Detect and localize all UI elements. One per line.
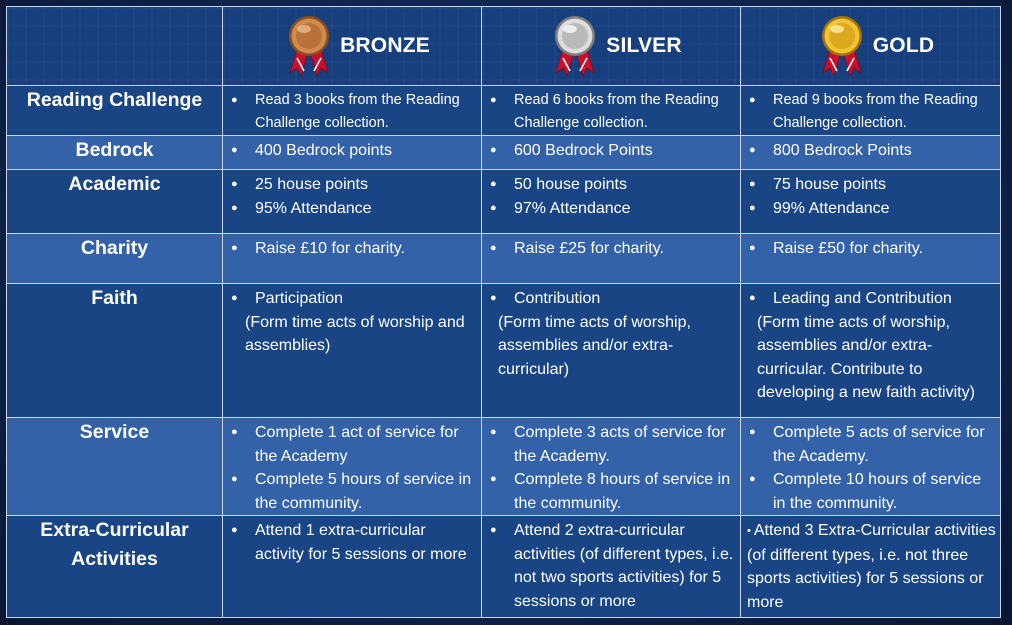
bullet-icon: ●	[749, 94, 756, 106]
table-row	[7, 418, 1001, 516]
table-row	[7, 234, 1001, 284]
bullet-icon: ●	[231, 242, 238, 254]
tier-label-silver: SILVER	[606, 34, 682, 57]
table-row	[7, 136, 1001, 170]
bullet-icon: ●	[490, 473, 497, 485]
table-row	[7, 170, 1001, 234]
cell-extracurricular-silver: ● Attend 2 extra-curricular activities (of different types, i.e. not two sports activities) for 5 sessions or more	[482, 516, 741, 618]
bullet-icon: ●	[490, 242, 497, 254]
cell-reading-bronze: ● Read 3 books from the Reading Challenge collection.	[223, 86, 482, 136]
tier-header-bronze	[223, 7, 482, 86]
cell-extracurricular-bronze: ● Attend 1 extra-curricular activity for 5 sessions or more	[223, 516, 482, 618]
bullet-icon: ●	[749, 473, 756, 485]
category-faith: Faith	[7, 284, 223, 418]
category-reading-challenge: Reading Challenge	[7, 86, 223, 136]
bullet-icon: ●	[490, 94, 497, 106]
cell-reading-silver: ● Read 6 books from the Reading Challenge collection.	[482, 86, 741, 136]
cell-faith-bronze: ● Participation (Form time acts of worship and assemblies)	[223, 284, 482, 418]
cell-charity-bronze: ● Raise £10 for charity.	[223, 234, 482, 284]
cell-service-bronze: ● Complete 1 act of service for the Academy ● Complete 5 hours of service in the community.	[223, 418, 482, 516]
tier-header-row	[7, 7, 1001, 86]
bullet-icon: ●	[231, 426, 238, 438]
bullet-icon: ●	[231, 473, 238, 485]
category-charity: Charity	[7, 234, 223, 284]
bullet-icon: ●	[749, 242, 756, 254]
bullet-icon: ●	[231, 292, 238, 304]
tier-header-silver	[482, 7, 741, 86]
cell-charity-silver: ● Raise £25 for charity.	[482, 234, 741, 284]
bullet-icon: ●	[231, 524, 238, 536]
cell-faith-gold: ● Leading and Contribution (Form time acts of worship, assemblies and/or extra-curricular. Contribute to developing a new faith activity)	[741, 284, 1001, 418]
bullet-icon: ●	[749, 201, 756, 214]
bullet-icon: ●	[231, 94, 238, 106]
cell-reading-gold: ● Read 9 books from the Reading Challenge collection.	[741, 86, 1001, 136]
bullet-icon: ●	[490, 201, 497, 214]
cell-bedrock-silver: ● 600 Bedrock Points	[482, 136, 741, 170]
bullet-icon: ●	[749, 426, 756, 438]
bullet-icon: ●	[231, 144, 238, 156]
tier-header-gold	[741, 7, 1001, 86]
cell-extracurricular-gold: • Attend 3 Extra-Curricular activities (of different types, i.e. not three sports activities) for 5 sessions or more	[741, 516, 1001, 618]
category-bedrock: Bedrock	[7, 136, 223, 170]
award-criteria-table	[6, 6, 1001, 618]
cell-academic-bronze: ● 25 house points ● 95% Attendance	[223, 170, 482, 234]
cell-faith-silver: ● Contribution (Form time acts of worship, assemblies and/or extra-curricular)	[482, 284, 741, 418]
silver-medal-icon	[550, 13, 600, 79]
bullet-icon: ●	[490, 292, 497, 304]
cell-charity-gold: ● Raise £50 for charity.	[741, 234, 1001, 284]
bullet-icon: ●	[749, 144, 756, 156]
tier-label-bronze: BRONZE	[340, 34, 430, 57]
table-row	[7, 516, 1001, 618]
bullet-icon: ●	[490, 178, 497, 190]
cell-service-gold: ● Complete 5 acts of service for the Academy. ● Complete 10 hours of service in the community.	[741, 418, 1001, 516]
bullet-icon: ●	[490, 524, 497, 536]
category-service: Service	[7, 418, 223, 516]
table-row	[7, 86, 1001, 136]
category-academic: Academic	[7, 170, 223, 234]
tier-label-gold: GOLD	[872, 34, 935, 57]
bullet-icon: ●	[749, 292, 756, 304]
faith-note: (Form time acts of worship, assemblies and/or extra-curricular)	[498, 313, 691, 378]
category-extra-curricular: Extra-Curricular Activities	[7, 516, 223, 618]
cell-academic-gold: ● 75 house points ● 99% Attendance	[741, 170, 1001, 234]
table-row	[7, 284, 1001, 418]
cell-academic-silver: ● 50 house points ● 97% Attendance	[482, 170, 741, 234]
cell-service-silver: ● Complete 3 acts of service for the Academy. ● Complete 8 hours of service in the community.	[482, 418, 741, 516]
bullet-icon: ●	[749, 178, 756, 190]
bullet-icon: ●	[231, 201, 238, 214]
cell-bedrock-bronze: ● 400 Bedrock points	[223, 136, 482, 170]
gold-medal-icon	[817, 13, 867, 79]
bullet-icon: •	[747, 525, 751, 537]
faith-note: (Form time acts of worship and assemblies)	[245, 313, 465, 354]
bronze-medal-icon	[284, 13, 334, 79]
corner-cell	[7, 7, 223, 86]
bullet-icon: ●	[231, 178, 238, 190]
faith-note: (Form time acts of worship, assemblies and/or extra-curricular. Contribute to developing a new faith activity)	[757, 313, 975, 401]
bullet-icon: ●	[490, 426, 497, 438]
bullet-icon: ●	[490, 144, 497, 156]
cell-bedrock-gold: ● 800 Bedrock Points	[741, 136, 1001, 170]
